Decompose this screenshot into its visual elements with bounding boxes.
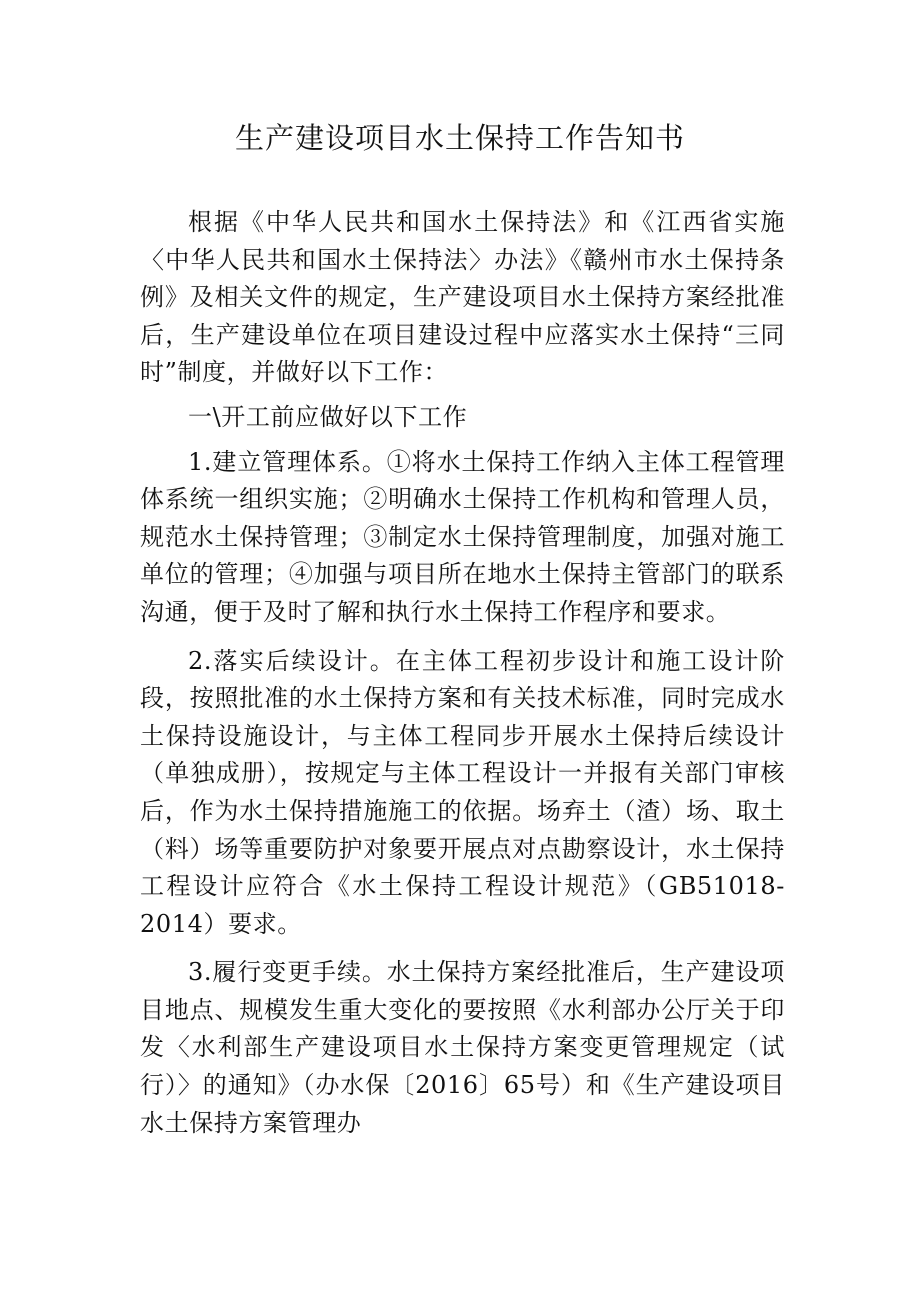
item-1-paragraph: 1.建立管理体系。①将水土保持工作纳入主体工程管理体系统一组织实施；②明确水土保持工作机构和管理人员，规范水土保持管理；③制定水土保持管理制度，加强对施工单位的管理；④加强与项目所在地水土保持主管部门的联系沟通，便于及时了解和执行水土保持工作程序和要求。 — [140, 447, 785, 626]
item-2-paragraph: 2.落实后续设计。在主体工程初步设计和施工设计阶段，按照批准的水土保持方案和有关技术标准，同时完成水土保持设施设计，与主体工程同步开展水土保持后续设计（单独成册），按规定与主体工程设计一并报有关部门审核后，作为水土保持措施施工的依据。场弃土（渣）场、取土（料）场等重要防护对象要开展点对点勘察设计，水土保持工程设计应符合《水土保持工程设计规范》（GB51018-2014）要求。 — [140, 646, 785, 938]
document-title: 生产建设项目水土保持工作告知书 — [234, 121, 685, 155]
section-heading-1: 一\开工前应做好以下工作 — [188, 402, 468, 431]
item-3-paragraph: 3.履行变更手续。水土保持方案经批准后，生产建设项目地点、规模发生重大变化的要按照《水利部办公厅关于印发〈水利部生产建设项目水土保持方案变更管理规定（试行）〉的通知》（办水保〔2016〕65号）和《生产建设项目水土保持方案管理办 — [140, 958, 785, 1137]
document-body — [140, 204, 785, 1142]
intro-paragraph: 根据《中华人民共和国水土保持法》和《江西省实施〈中华人民共和国水土保持法〉办法》《赣州市水土保持条例》及相关文件的规定，生产建设项目水土保持方案经批准后，生产建设单位在项目建设过程中应落实水土保持“三同时”制度，并做好以下工作： — [140, 208, 785, 387]
